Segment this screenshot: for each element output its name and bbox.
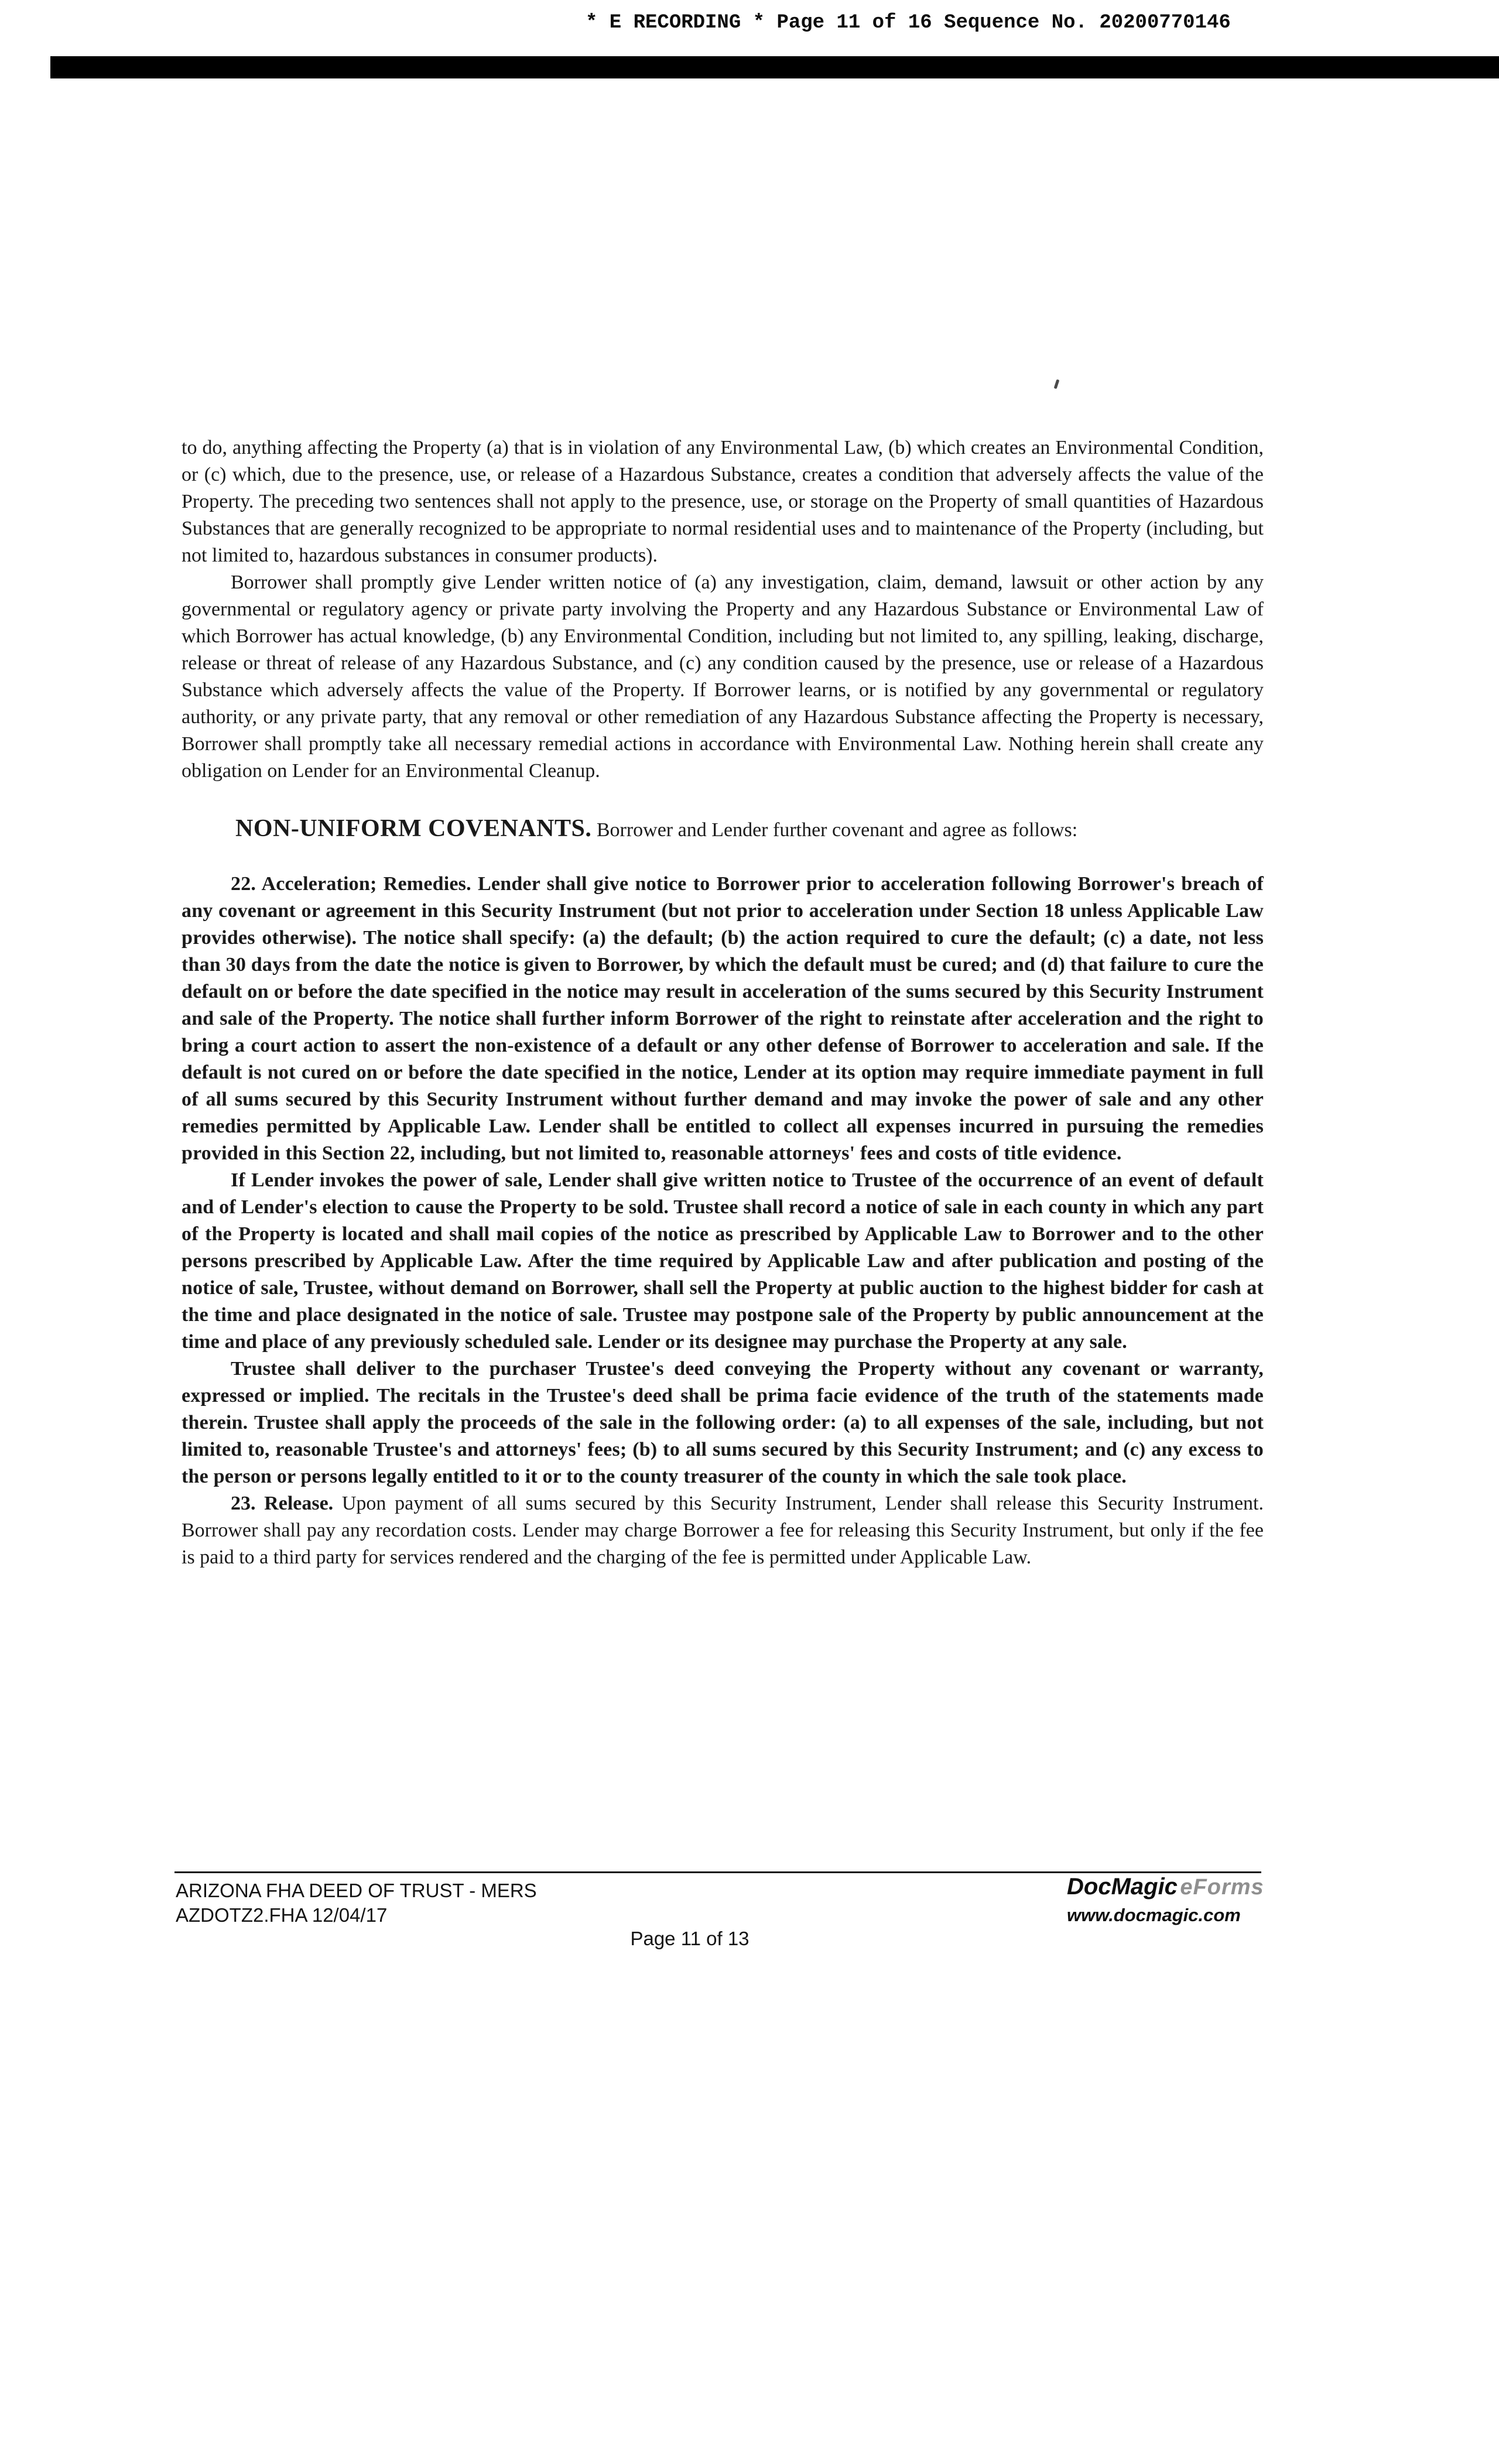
paragraph-power-of-sale-text: If Lender invokes the power of sale, Lender shall give written notice to Trustee of the occurrence of an event of default and of Lender's election to cause the Property to be sold. Trustee shall record a notice of sale in each county in which any part of the Property is located and shall mail copies of the notice as prescribed by Applicable Law to Borrower and to the other persons prescribed by Applicable Law. After the time required by Applicable Law and after publication and posting of the notice of sale, Trustee, without demand on Borrower, shall sell the Property at public auction to the highest bidder for cash at the time and place designated in the notice of sale. Trustee may postpone sale of the Property by public announcement at the time and place of any previously scheduled sale. Lender or its designee may purchase the Property at any sale. [182, 1169, 1264, 1353]
non-uniform-covenants-heading-line [182, 815, 1264, 844]
footer-rule [174, 1871, 1261, 1873]
section-23-lead: 23. Release. [231, 1493, 334, 1514]
footer-form-code: AZDOTZ2.FHA 12/04/17 [176, 1904, 388, 1926]
section-22-acceleration-remedies [182, 871, 1264, 1167]
section-23-release [182, 1490, 1264, 1571]
docmagic-url: www.docmagic.com [1067, 1905, 1241, 1925]
paragraph-trustee-deed-text: Trustee shall deliver to the purchaser Trustee's deed conveying the Property without any covenant or warranty, expressed or implied. The recitals in the Trustee's deed shall be prima facie evidence of the truth of the statements made therein. Trustee shall apply the proceeds of the sale in the following order: (a) to all expenses of the sale, including, but not limited to, reasonable Trustee's and attorneys' fees; (b) to all sums secured by this Security Instrument; and (c) any excess to the person or persons legally entitled to it or to the county treasurer of the county in which the sale took place. [182, 1358, 1264, 1487]
docmagic-brand-text: DocMagic [1067, 1874, 1178, 1900]
e-recording-stamp: * E RECORDING * Page 11 of 16 Sequence No. 20200770146 [586, 12, 1231, 34]
docmagic-eforms-text: eForms [1180, 1875, 1264, 1900]
paragraph-hazard-notice [182, 569, 1264, 785]
footer-page-indicator: Page 11 of 13 [630, 1928, 750, 1949]
header-separator-bar [50, 56, 1499, 78]
document-body [182, 434, 1264, 1571]
non-uniform-covenants-intro: Borrower and Lender further covenant and agree as follows: [596, 819, 1078, 841]
paragraph-environmental-continuation-text: to do, anything affecting the Property (a) that is in violation of any Environmental Law, (b) which creates an Environmental Condition, or (c) which, due to the presence, use, or release of a Hazardous Substance, creates a condition that adversely affects the value of the Property. The preceding two sentences shall not apply to the presence, use, or storage on the Property of small quantities of Hazardous Substances that are generally recognized to be appropriate to normal residential uses and to maintenance of the Property (including, but not limited to, hazardous substances in consumer products). [182, 437, 1264, 566]
footer-form-name: ARIZONA FHA DEED OF TRUST - MERS [176, 1880, 537, 1901]
paragraph-hazard-notice-text: Borrower shall promptly give Lender written notice of (a) any investigation, claim, demand, lawsuit or other action by any governmental or regulatory agency or private party involving the Property and any Hazardous Substance or Environmental Law of which Borrower has actual knowledge, (b) any Environmental Condition, including but not limited to, any spilling, leaking, discharge, release or threat of release of any Hazardous Substance, and (c) any condition caused by the presence, use or release of a Hazardous Substance which adversely affects the value of the Property. If Borrower learns, or is notified by any governmental or regulatory authority, or any private party, that any removal or other remediation of any Hazardous Substance affecting the Property is necessary, Borrower shall promptly take all necessary remedial actions in accordance with Environmental Law. Nothing herein shall create any obligation on Lender for an Environmental Cleanup. [182, 571, 1264, 782]
section-23-text: Upon payment of all sums secured by this Security Instrument, Lender shall release this Security Instrument. Borrower shall pay any recordation costs. Lender may charge Borrower a fee for releasing this Security Instrument, but only if the fee is paid to a third party for services rendered and the charging of the fee is permitted under Applicable Law. [182, 1493, 1264, 1568]
paragraph-power-of-sale [182, 1167, 1264, 1356]
section-22-lead: 22. Acceleration; Remedies. [231, 873, 471, 895]
paragraph-trustee-deed [182, 1356, 1264, 1490]
paragraph-environmental-continuation [182, 434, 1264, 569]
non-uniform-covenants-heading: NON-UNIFORM COVENANTS. [235, 815, 592, 842]
scan-artifact [1054, 379, 1060, 389]
section-22-text: Lender shall give notice to Borrower prior to acceleration following Borrower's breach of any covenant or agreement in this Security Instrument (but not prior to acceleration under Section 18 unless Applicable Law provides otherwise). The notice shall specify: (a) the default; (b) the action required to cure the default; (c) a date, not less than 30 days from the date the notice is given to Borrower, by which the default must be cured; and (d) that failure to cure the default on or before the date specified in the notice may result in acceleration of the sums secured by this Security Instrument and sale of the Property. The notice shall further inform Borrower of the right to reinstate after acceleration and the right to bring a court action to assert the non-existence of a default or any other defense of Borrower to acceleration and sale. If the default is not cured on or before the date specified in the notice, Lender at its option may require immediate payment in full of all sums secured by this Security Instrument without further demand and may invoke the power of sale and any other remedies permitted by Applicable Law. Lender shall be entitled to collect all expenses incurred in pursuing the remedies provided in this Section 22, including, but not limited to, reasonable attorneys' fees and costs of title evidence. [182, 873, 1264, 1164]
docmagic-logo [1067, 1875, 1264, 1927]
footer-form-info [176, 1878, 537, 1928]
